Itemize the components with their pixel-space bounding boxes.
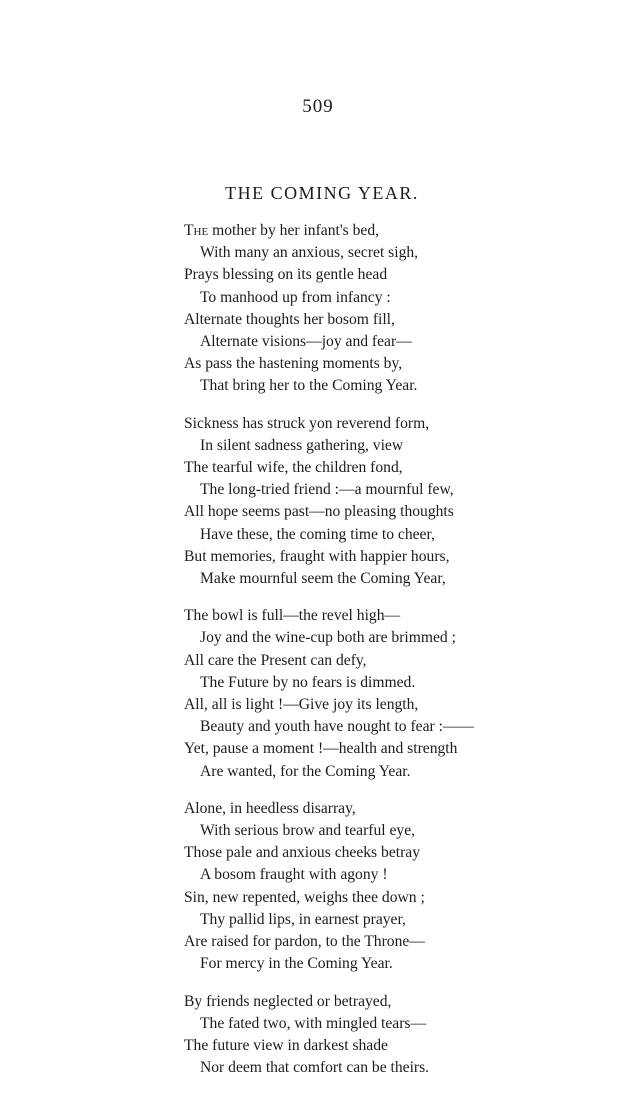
poem-title: THE COMING YEAR.: [225, 183, 419, 203]
poem-line: By friends neglected or betrayed,: [184, 992, 392, 1010]
poem-line: Have these, the coming time to cheer,: [200, 525, 435, 543]
poem-line: Joy and the wine-cup both are brimmed ;: [200, 629, 456, 647]
poem-line: The bowl is full—the revel high—: [184, 607, 401, 625]
poem-line: Alone, in heedless disarray,: [184, 799, 356, 817]
poem-line: Sickness has struck yon reverend form,: [184, 414, 430, 432]
poem-line: For mercy in the Coming Year.: [200, 955, 393, 973]
poem-line: Beauty and youth have nought to fear :——: [200, 718, 475, 736]
poem-line: All hope seems past—no pleasing thoughts: [184, 503, 454, 521]
poem-line: Alternate thoughts her bosom fill,: [184, 310, 395, 328]
poem-line: Make mournful seem the Coming Year,: [200, 570, 446, 588]
poem-line: Yet, pause a moment !—health and strength: [184, 740, 458, 758]
poem-line: Are raised for pardon, to the Throne—: [184, 933, 425, 951]
stanza-4: [184, 798, 624, 976]
poem-line: The tearful wife, the children fond,: [184, 459, 403, 477]
poem-line: Sin, new repented, weighs thee down ;: [184, 888, 425, 906]
poem-line: To manhood up from infancy :: [200, 288, 391, 306]
poem-line: Are wanted, for the Coming Year.: [200, 762, 411, 780]
page-number: 509: [302, 96, 334, 117]
poem-line: Nor deem that comfort can be theirs.: [200, 1059, 430, 1077]
poem-line: The Future by no fears is dimmed.: [200, 673, 416, 691]
poem-line: In silent sadness gathering, view: [200, 436, 404, 454]
stanza-5: [184, 991, 624, 1080]
poem-line: The fated two, with mingled tears—: [200, 1014, 427, 1032]
poem-line: Thy pallid lips, in earnest prayer,: [200, 910, 406, 928]
poem-line: But memories, fraught with happier hours,: [184, 547, 450, 565]
poem-body: [184, 220, 624, 1094]
poem-line: The long-tried friend :—a mournful few,: [200, 481, 454, 499]
poem-line: The mother by her infant's bed,: [184, 222, 380, 239]
poem-line: A bosom fraught with agony !: [200, 866, 388, 884]
poem-line: With many an anxious, secret sigh,: [200, 244, 419, 262]
stanza-2: [184, 413, 624, 591]
poem-line: All, all is light !—Give joy its length,: [184, 696, 419, 714]
poem-line: Alternate visions—joy and fear—: [200, 333, 412, 351]
stanza-1: [184, 220, 624, 398]
poem-line: Prays blessing on its gentle head: [184, 266, 388, 284]
poem-line: That bring her to the Coming Year.: [200, 377, 418, 395]
poem-line: The future view in darkest shade: [184, 1036, 388, 1054]
stanza-3: [184, 605, 624, 783]
poem-line: With serious brow and tearful eye,: [200, 822, 416, 840]
poem-line: As pass the hastening moments by,: [184, 355, 403, 373]
poem-line: Those pale and anxious cheeks betray: [184, 844, 420, 862]
poem-line: All care the Present can defy,: [184, 651, 367, 669]
